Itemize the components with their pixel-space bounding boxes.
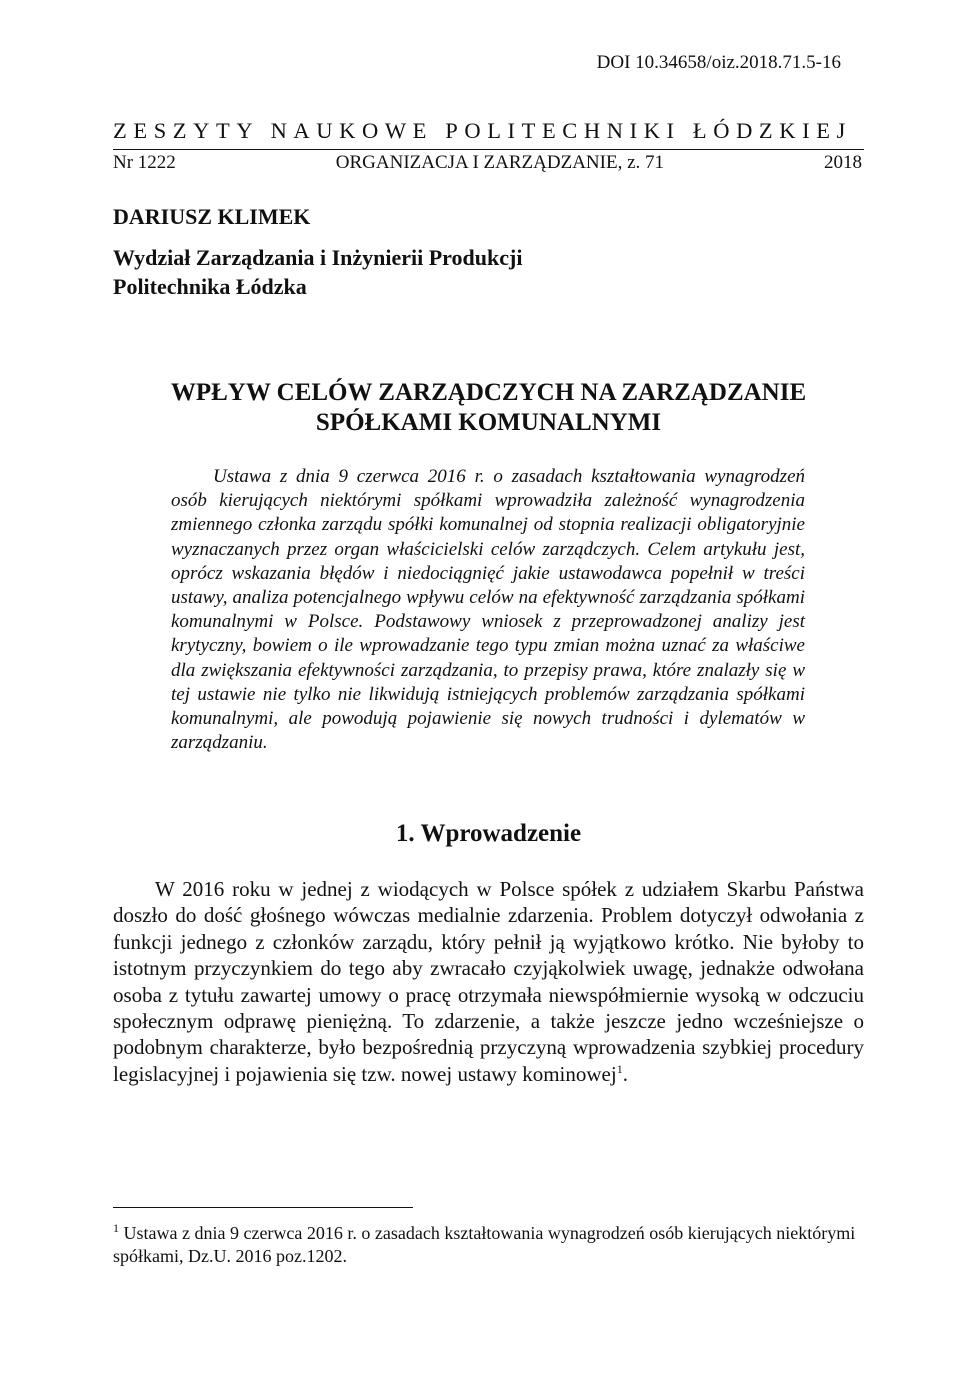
issue-number: Nr 1222 <box>113 152 176 173</box>
footnote-reference[interactable]: 1 <box>616 1061 623 1076</box>
header-rule <box>113 149 864 150</box>
body-paragraph <box>113 876 864 1087</box>
affiliation-faculty: Wydział Zarządzania i Inżynierii Produkcji <box>113 245 523 270</box>
footnote-rule <box>113 1207 413 1208</box>
doi: DOI 10.34658/oiz.2018.71.5-16 <box>596 52 841 73</box>
abstract: Ustawa z dnia 9 czerwca 2016 r. o zasadach kształtowania wynagrodzeń osób kierujących niektórymi spółkami wprowadziła zależność wynagrodzenia zmiennego członka zarządu spółki komunalnej od stopnia realizacji obligatoryjnie wyznaczanych przez organ właścicielski celów zarządczych. Celem artykułu jest, oprócz wskazania błędów i niedociągnięć jakie ustawodawca popełnił w treści ustawy, analiza potencjalnego wpływu celów na efektywność zarządzania spółkami komunalnymi w Polsce. Podstawowy wniosek z przeprowadzonej analizy jest krytyczny, bowiem o ile wprowadzanie tego typu zmian można uznać za właściwe dla zwiększania efektywności zarządzania, to przepisy prawa, które znalazły się w tej ustawie nie tylko nie likwidują istniejących problemów zarządzania spółkami komunalnymi, ale powodują pojawienie się nowych trudności i dylematów w zarządzaniu. <box>171 466 805 754</box>
year: 2018 <box>824 152 862 173</box>
body-paragraph-end: . <box>622 1061 628 1086</box>
title-line-1: WPŁYW CELÓW ZARZĄDCZYCH NA ZARZĄDZANIE <box>170 379 807 406</box>
affiliation-university: Politechnika Łódzka <box>113 274 307 299</box>
paper-title <box>113 378 864 438</box>
series: ORGANIZACJA I ZARZĄDZANIE, z. 71 <box>335 152 665 173</box>
author-name: DARIUSZ KLIMEK <box>113 204 311 229</box>
footnote <box>113 1222 864 1268</box>
footnote-marker: 1 <box>113 1221 119 1235</box>
journal-name: ZESZYTY NAUKOWE POLITECHNIKI ŁÓDZKIEJ <box>113 118 852 143</box>
section-heading: 1. Wprowadzenie <box>395 820 582 847</box>
body-paragraph-text: W 2016 roku w jednej z wiodących w Polsce spółek z udziałem Skarbu Państwa doszło do dość głośnego wówczas medialnie zdarzenia. Problem dotyczył odwołania z funkcji jednego z członków zarządu, który pełnił ją wyjątkowo krótko. Nie byłoby to istotnym przyczynkiem do tego aby zwracało czyjąkolwiek uwagę, jednakże odwołana osoba z tytułu zawartej umowy o pracę otrzymała niewspółmiernie wysoką w odczuciu społecznym odprawę pieniężną. To zdarzenie, a także jeszcze jedno wcześniejsze o podobnym charakterze, było bezpośrednią przyczyną wprowadzenia szybkiej procedury legislacyjnej i pojawienia się tzw. nowej ustawy kominowej <box>113 877 864 1086</box>
title-line-2: SPÓŁKAMI KOMUNALNYMI <box>315 409 662 436</box>
footnote-text: Ustawa z dnia 9 czerwca 2016 r. o zasadach kształtowania wynagrodzeń osób kierujących niektórymi spółkami, Dz.U. 2016 poz.1202. <box>113 1223 856 1266</box>
issue-row <box>113 152 862 174</box>
